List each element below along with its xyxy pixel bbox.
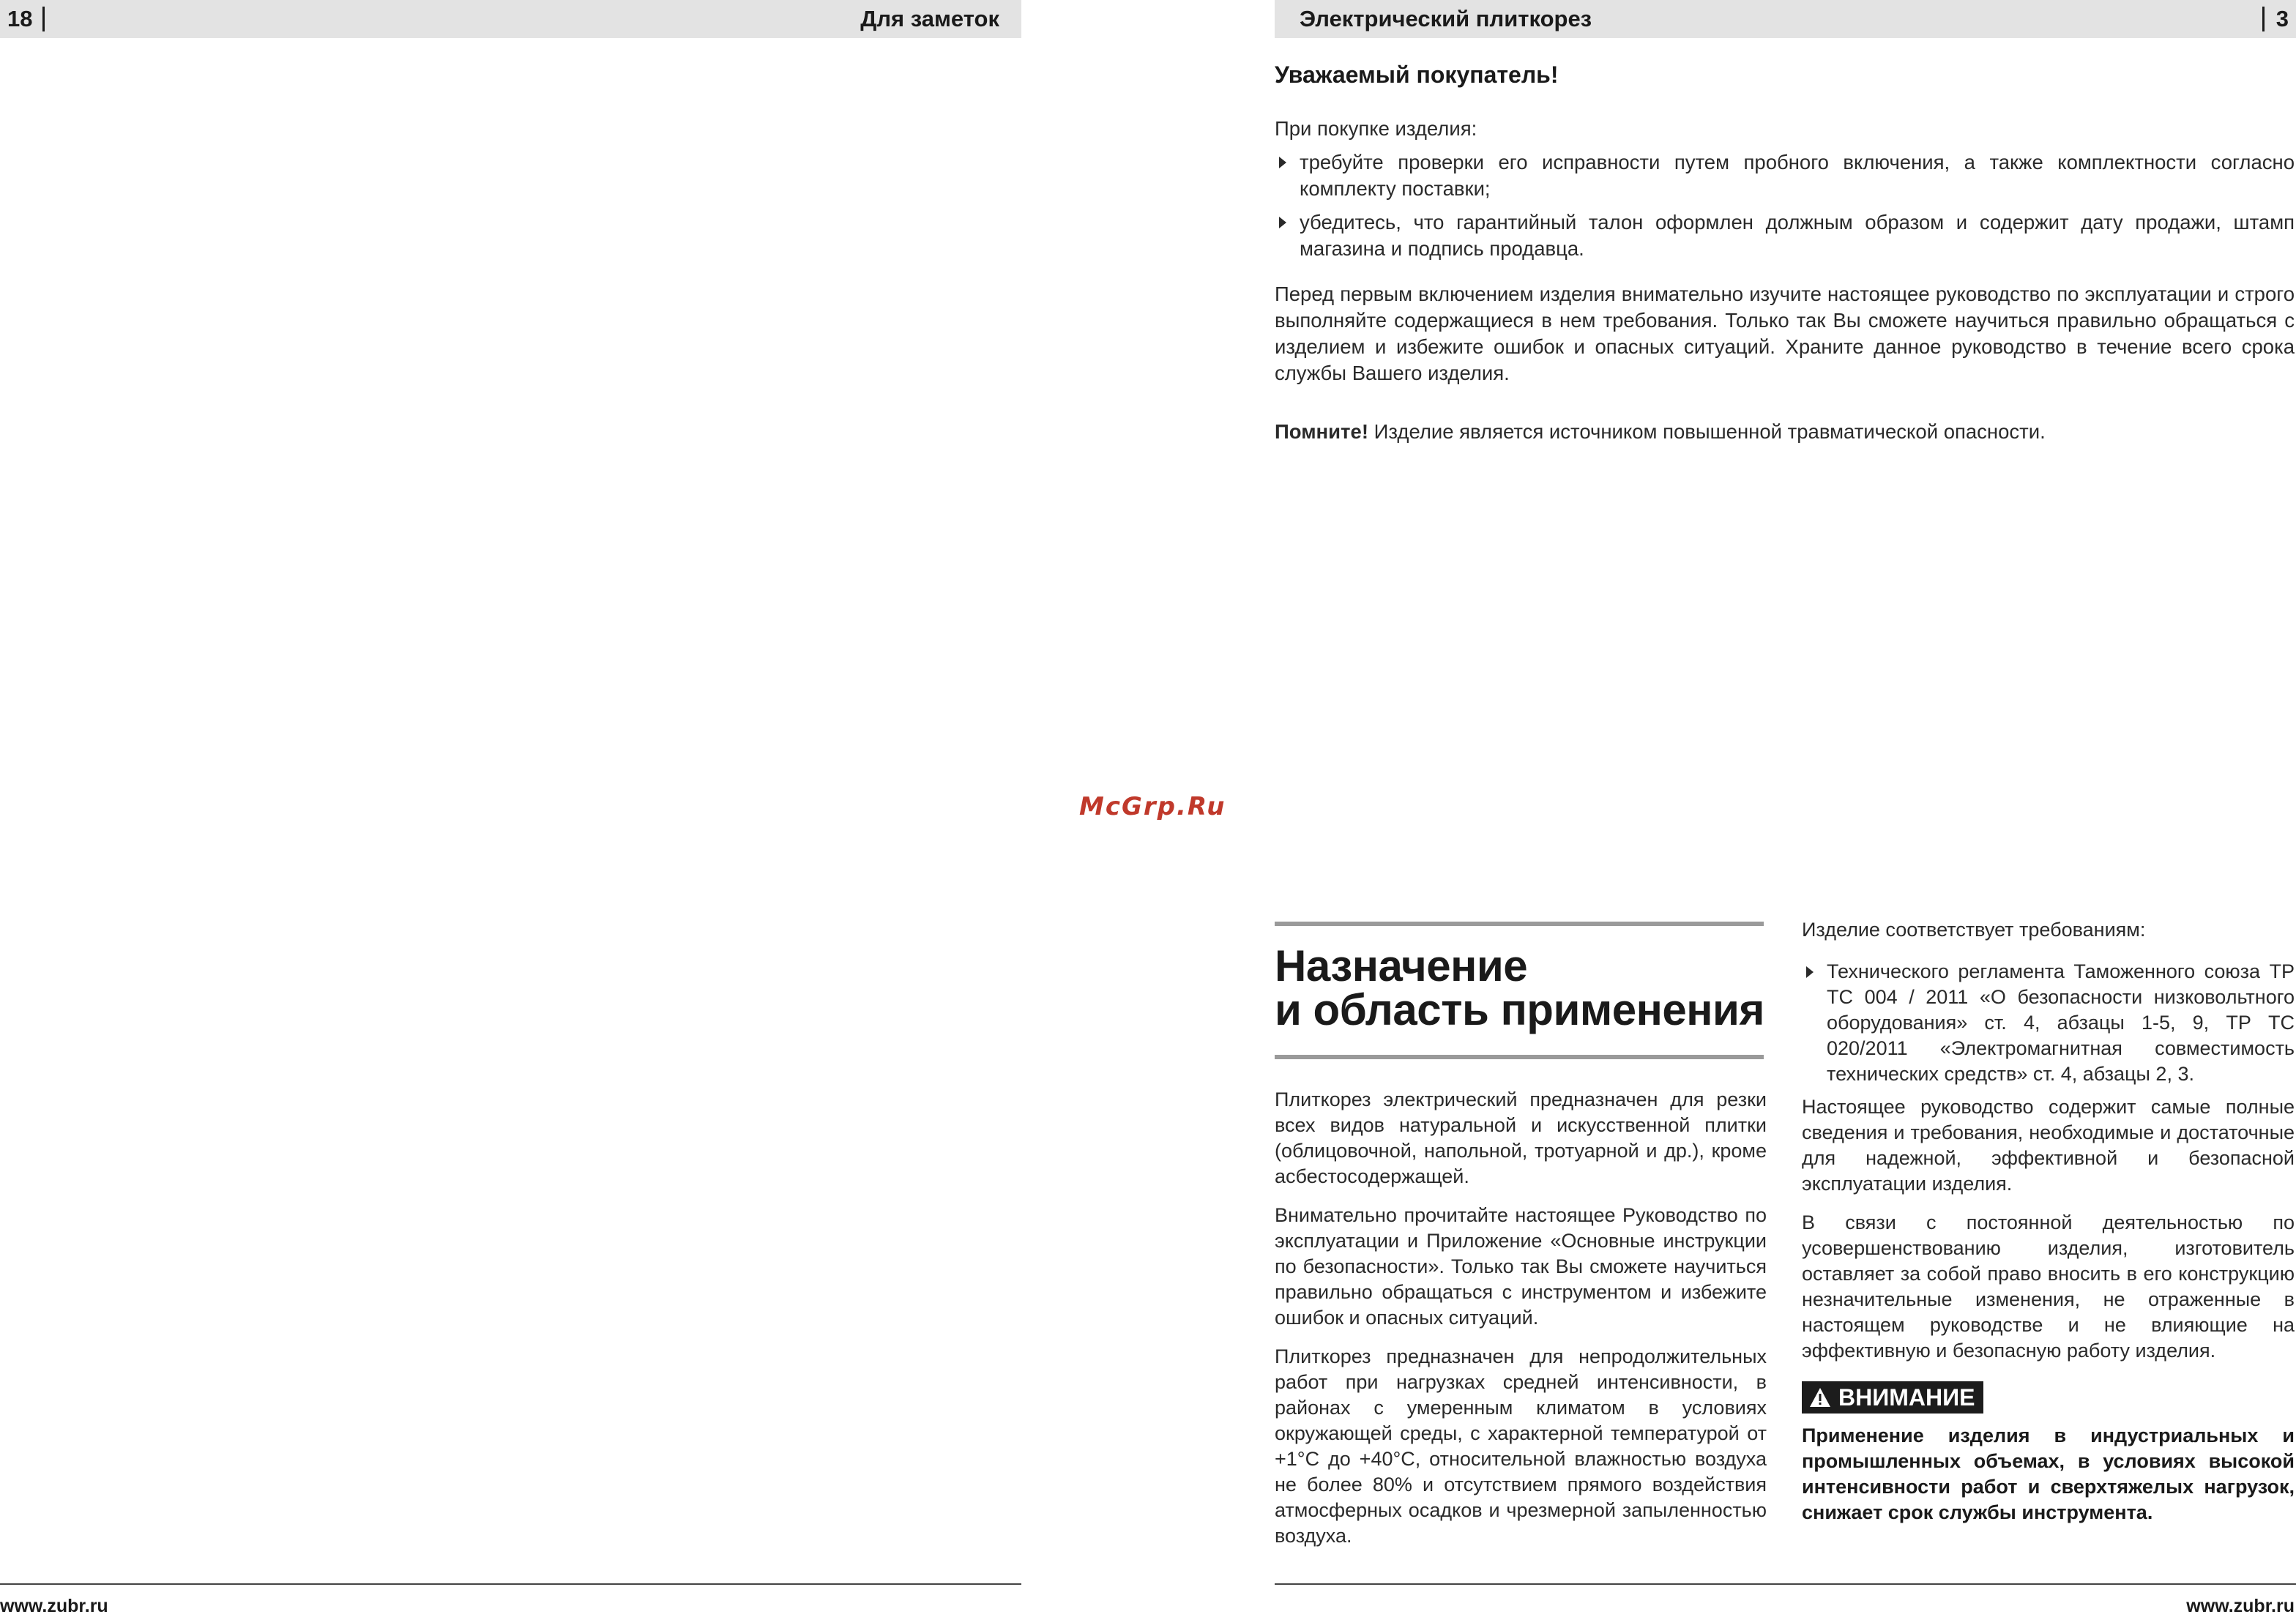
section-title	[1275, 941, 1764, 1034]
intro-label: При покупке изделия:	[1275, 117, 1477, 140]
col2-intro: Изделие соответствует требованиям:	[1802, 919, 2146, 941]
col2-paragraph: Настоящее руководство содержит самые полные сведения и требования, необходимые и достаточные для надежной, эффективной и безопасной эксплуатации изделия.	[1802, 1096, 2295, 1195]
greeting: Уважаемый покупатель!	[1275, 61, 1559, 88]
left-footer-rule	[0, 1583, 1021, 1585]
section-rule-bottom	[1275, 1055, 1764, 1059]
left-page-title: Для заметок	[860, 6, 999, 31]
column-2	[1802, 917, 2295, 1525]
warning-label: ВНИМАНИЕ	[1838, 1384, 1975, 1411]
intro-bullet: требуйте проверки его исправности путем пробного включения, а также комплектности согласно комплекту поставки;	[1275, 149, 2295, 202]
remember-paragraph	[1275, 419, 2295, 445]
right-page-title: Электрический плиткорез	[1300, 6, 1592, 31]
warning-badge	[1802, 1381, 1983, 1414]
col2-bullet: Технического регламента Таможенного союза ТР ТС 004 / 2011 «О безопасности низковольтного оборудования» ст. 4, абзацы 1-5, 9, ТР ТС 020/2011 «Электромагнитная совместимость технических средств» ст. 4, абзацы 2, 3.	[1802, 959, 2295, 1087]
before-first-use-paragraph: Перед первым включением изделия внимательно изучите настоящее руководство по эксплуатации и строго выполняйте содержащиеся в нем требования. Только так Вы сможете научиться правильно обращаться с изделием и избежите ошибок и опасных ситуаций. Храните данное руководство в течение всего срока службы Вашего изделия.	[1275, 283, 2295, 384]
intro-bullet: убедитесь, что гарантийный талон оформлен должным образом и содержит дату продажи, штамп магазина и подпись продавца.	[1275, 209, 2295, 262]
right-page-number: 3	[2262, 7, 2289, 31]
left-footer-url: www.zubr.ru	[0, 1596, 108, 1616]
warning-block	[1802, 1381, 2295, 1525]
section-title-line2: и область применения	[1275, 985, 1764, 1034]
intro-block	[1275, 61, 2295, 445]
warning-triangle-icon	[1809, 1387, 1831, 1408]
remember-label: Помните!	[1275, 420, 1368, 443]
left-page-header	[0, 0, 1021, 38]
col2-paragraph: В связи с постоянной деятельностью по усовершенствованию изделия, изготовитель оставляет за собой право вносить в его конструкцию незначительные изменения, не отраженные в настоящем руководстве и не влияющие на эффективную и безопасную работу изделия.	[1802, 1211, 2295, 1362]
left-page-number: 18	[7, 7, 45, 31]
right-page-header	[1275, 0, 2296, 38]
col1-paragraph: Плиткорез предназначен для непродолжительных работ при нагрузках средней интенсивности, в районах с умеренным климатом в условиях окружающей среды, с характерной температурой от +1°С до +40°С, относительной влажностью воздуха не более 80% и отсутствием прямого воздействия атмосферных осадков и чрезмерной запыленностью воздуха.	[1275, 1345, 1767, 1547]
col1-paragraph: Внимательно прочитайте настоящее Руководство по эксплуатации и Приложение «Основные инструкции по безопасности». Только так Вы сможете научиться правильно обращаться с инструментом и избежите ошибок и опасных ситуаций.	[1275, 1204, 1767, 1329]
column-1	[1275, 1087, 1767, 1549]
right-footer-url: www.zubr.ru	[2186, 1596, 2295, 1616]
col1-paragraph: Плиткорез электрический предназначен для резки всех видов натуральной и искусственной плитки (облицовочной, напольной, тротуарной и др.), кроме асбестосодержащей.	[1275, 1088, 1767, 1187]
watermark: McGrp.Ru	[1079, 792, 1226, 821]
section-rule-top	[1275, 922, 1764, 926]
remember-text: Изделие является источником повышенной травматической опасности.	[1368, 420, 2046, 443]
warning-text: Применение изделия в индустриальных и промышленных объемах, в условиях высокой интенсивности работ и сверхтяжелых нагрузок, снижает срок службы инструмента.	[1802, 1424, 2295, 1523]
section-title-line1: Назначение	[1275, 941, 1528, 990]
right-footer-rule	[1275, 1583, 2296, 1585]
